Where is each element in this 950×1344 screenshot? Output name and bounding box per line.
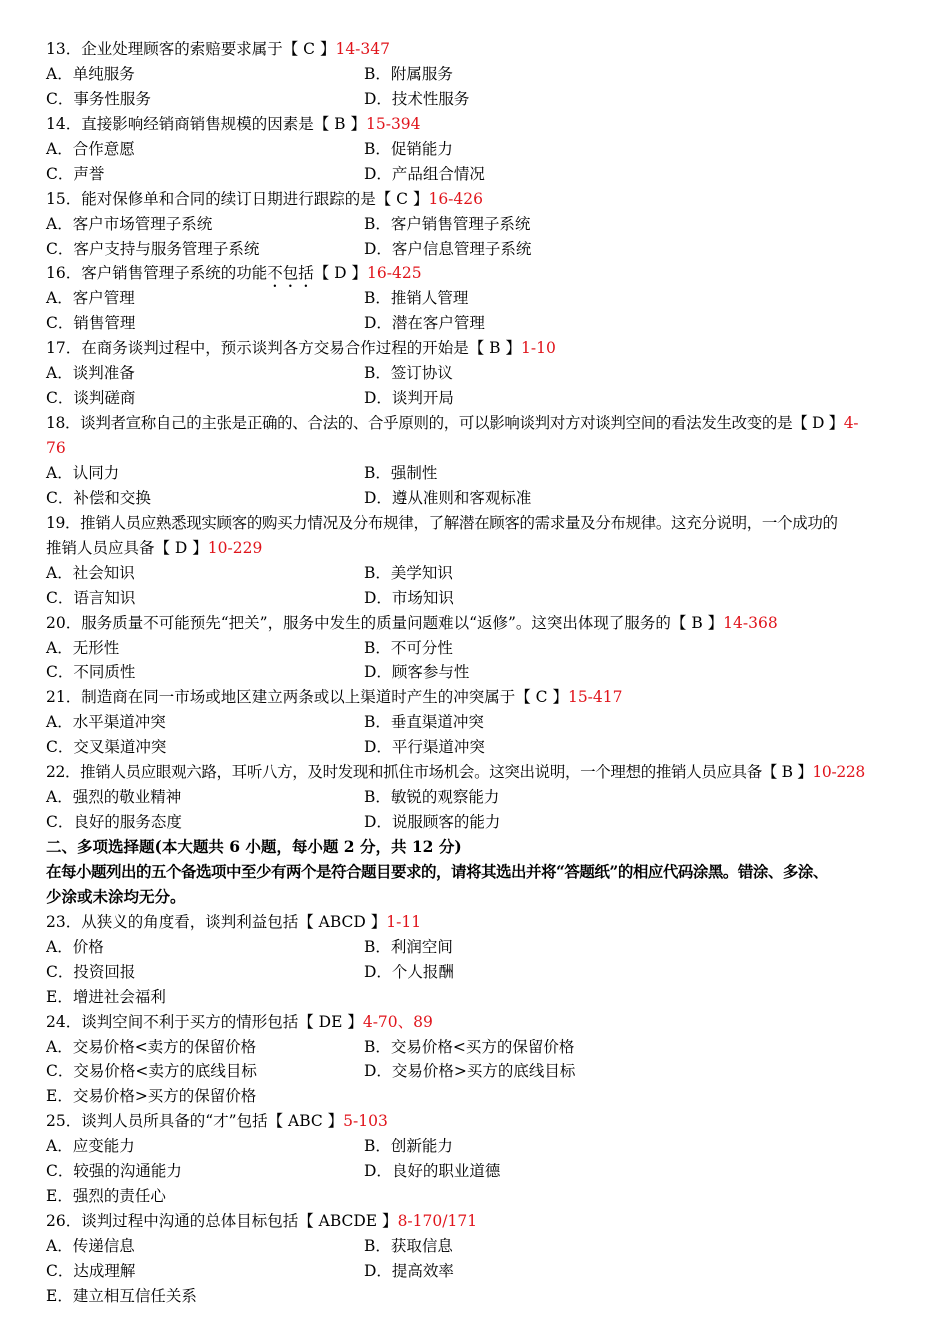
question-22-stem: 22．推销人员应眼观六路，耳听八方，及时发现和抓住市场机会。这突出说明，一个理想的推销人员应具备【 B 】10-228	[46, 763, 865, 782]
question-23-stem: 23．从狭义的角度看，谈判利益包括【 ABCD 】1-11	[46, 912, 422, 931]
question-21-stem: 21．制造商在同一市场或地区建立两条或以上渠道时产生的冲突属于【 C 】15-417	[46, 688, 623, 707]
question-26-stem: 26．谈判过程中沟通的总体目标包括【 ABCDE 】8-170/171	[46, 1212, 478, 1231]
option-row: E．强烈的责任心	[46, 1187, 166, 1206]
option-row: A．谈判准备 B．签订协议	[46, 364, 453, 383]
option-row: C．较强的沟通能力 D．良好的职业道德	[46, 1162, 501, 1181]
page-reference: 1-10	[520, 339, 556, 358]
page-reference: 16-425	[367, 264, 422, 283]
page-reference: 14-368	[723, 613, 778, 632]
page-reference: 8-170/171	[397, 1212, 478, 1231]
option-row: C．不同质性 D．顾客参与性	[46, 663, 470, 682]
option-row: C．补偿和交换 D．遵从准则和客观标准	[46, 488, 532, 507]
question-18-stem-cont	[46, 436, 916, 461]
page-reference: 15-417	[567, 688, 623, 707]
page-reference: 16-426	[428, 189, 483, 208]
option-row: C．语言知识 D．市场知识	[46, 588, 454, 607]
page-reference: 15-394	[365, 114, 421, 133]
section-instruction-cont: 少涂或未涂均无分。	[46, 886, 186, 906]
question-16-stem: 16．客户销售管理子系统的功能不包括【 D 】16-425	[46, 264, 422, 283]
page-reference: 10-228	[812, 763, 865, 782]
option-row: A．交易价格<卖方的保留价格 B．交易价格<买方的保留价格	[46, 1037, 575, 1056]
question-17-stem: 17．在商务谈判过程中，预示谈判各方交易合作过程的开始是【 B 】1-10	[46, 339, 556, 358]
option-row: C．事务性服务 D．技术性服务	[46, 89, 470, 108]
page-reference: 5-103	[343, 1112, 388, 1131]
option-row: A．客户管理 B．推销人管理	[46, 289, 469, 308]
option-row: A．应变能力 B．创新能力	[46, 1137, 453, 1156]
option-row: A．强烈的敬业精神 B．敏锐的观察能力	[46, 788, 500, 807]
option-row: E．交易价格>买方的保留价格	[46, 1087, 257, 1106]
page-reference: 14-347	[335, 40, 390, 58]
option-row: C．良好的服务态度 D．说服顾客的能力	[46, 813, 501, 832]
option-row: C．交叉渠道冲突 D．平行渠道冲突	[46, 738, 485, 757]
question-18-stem: 18．谈判者宣称自己的主张是正确的、合法的、合乎原则的，可以影响谈判对方对谈判空间的看法发生改变的是【 D 】4-	[46, 414, 859, 433]
page-reference: 4-	[843, 414, 859, 433]
page-reference: 76	[46, 439, 66, 457]
option-row: C．投资回报 D．个人报酬	[46, 962, 454, 981]
question-25-stem: 25．谈判人员所具备的“才”包括【 ABC 】5-103	[46, 1112, 388, 1131]
exam-page	[46, 37, 916, 1309]
option-row: A．客户市场管理子系统 B．客户销售管理子系统	[46, 214, 531, 233]
option-row: A．单纯服务 B．附属服务	[46, 64, 453, 83]
page-reference: 4-70、89	[362, 1012, 433, 1031]
question-24-stem: 24．谈判空间不利于买方的情形包括【 DE 】4-70、89	[46, 1012, 433, 1031]
page-reference: 10-229	[207, 538, 263, 557]
page-reference: 1-11	[386, 912, 422, 931]
option-row: A．认同力 B．强制性	[46, 463, 438, 482]
section-instruction: 在每小题列出的五个备选项中至少有两个是符合题目要求的，请将其选出并将“答题纸”的相应代码涂黑。错涂、多涂、	[46, 861, 828, 881]
option-row: A．水平渠道冲突 B．垂直渠道冲突	[46, 713, 484, 732]
option-row: E．增进社会福利	[46, 987, 166, 1006]
emphasis-text: 不包括	[267, 264, 314, 283]
option-row: A．传递信息 B．获取信息	[46, 1237, 453, 1255]
option-row: C．声誉 D．产品组合情况	[46, 164, 485, 183]
question-14-stem: 14．直接影响经销商销售规模的因素是【 B 】15-394	[46, 114, 421, 133]
option-row: E．建立相互信任关系	[46, 1286, 197, 1305]
option-row: A．合作意愿 B．促销能力	[46, 139, 453, 158]
option-row: A．价格 B．利润空间	[46, 937, 453, 956]
option-row: A．无形性 B．不可分性	[46, 638, 453, 657]
question-13-stem: 13．企业处理顾客的索赔要求属于【 C 】14-347	[46, 40, 390, 58]
question-20-stem: 20．服务质量不可能预先“把关”，服务中发生的质量问题难以“返修”。这突出体现了服务的【 B 】14-368	[46, 613, 778, 632]
option-row: C．谈判磋商 D．谈判开局	[46, 389, 454, 408]
option-row: C．客户支持与服务管理子系统 D．客户信息管理子系统	[46, 239, 532, 258]
question-19-stem-cont: 推销人员应具备【 D 】10-229	[46, 538, 263, 557]
option-row: C．交易价格<卖方的底线目标 D．交易价格>买方的底线目标	[46, 1062, 576, 1081]
option-row: C．销售管理 D．潜在客户管理	[46, 314, 485, 333]
question-15-stem: 15．能对保修单和合同的续订日期进行跟踪的是【 C 】16-426	[46, 189, 483, 208]
question-19-stem: 19．推销人员应熟悉现实顾客的购买力情况及分布规律，了解潜在顾客的需求量及分布规律。这充分说明，一个成功的	[46, 513, 838, 532]
option-row: C．达成理解 D．提高效率	[46, 1261, 454, 1280]
option-row: A．社会知识 B．美学知识	[46, 563, 453, 582]
section-title: 二、多项选择题(本大题共 6 小题，每小题 2 分，共 12 分)	[46, 837, 462, 856]
